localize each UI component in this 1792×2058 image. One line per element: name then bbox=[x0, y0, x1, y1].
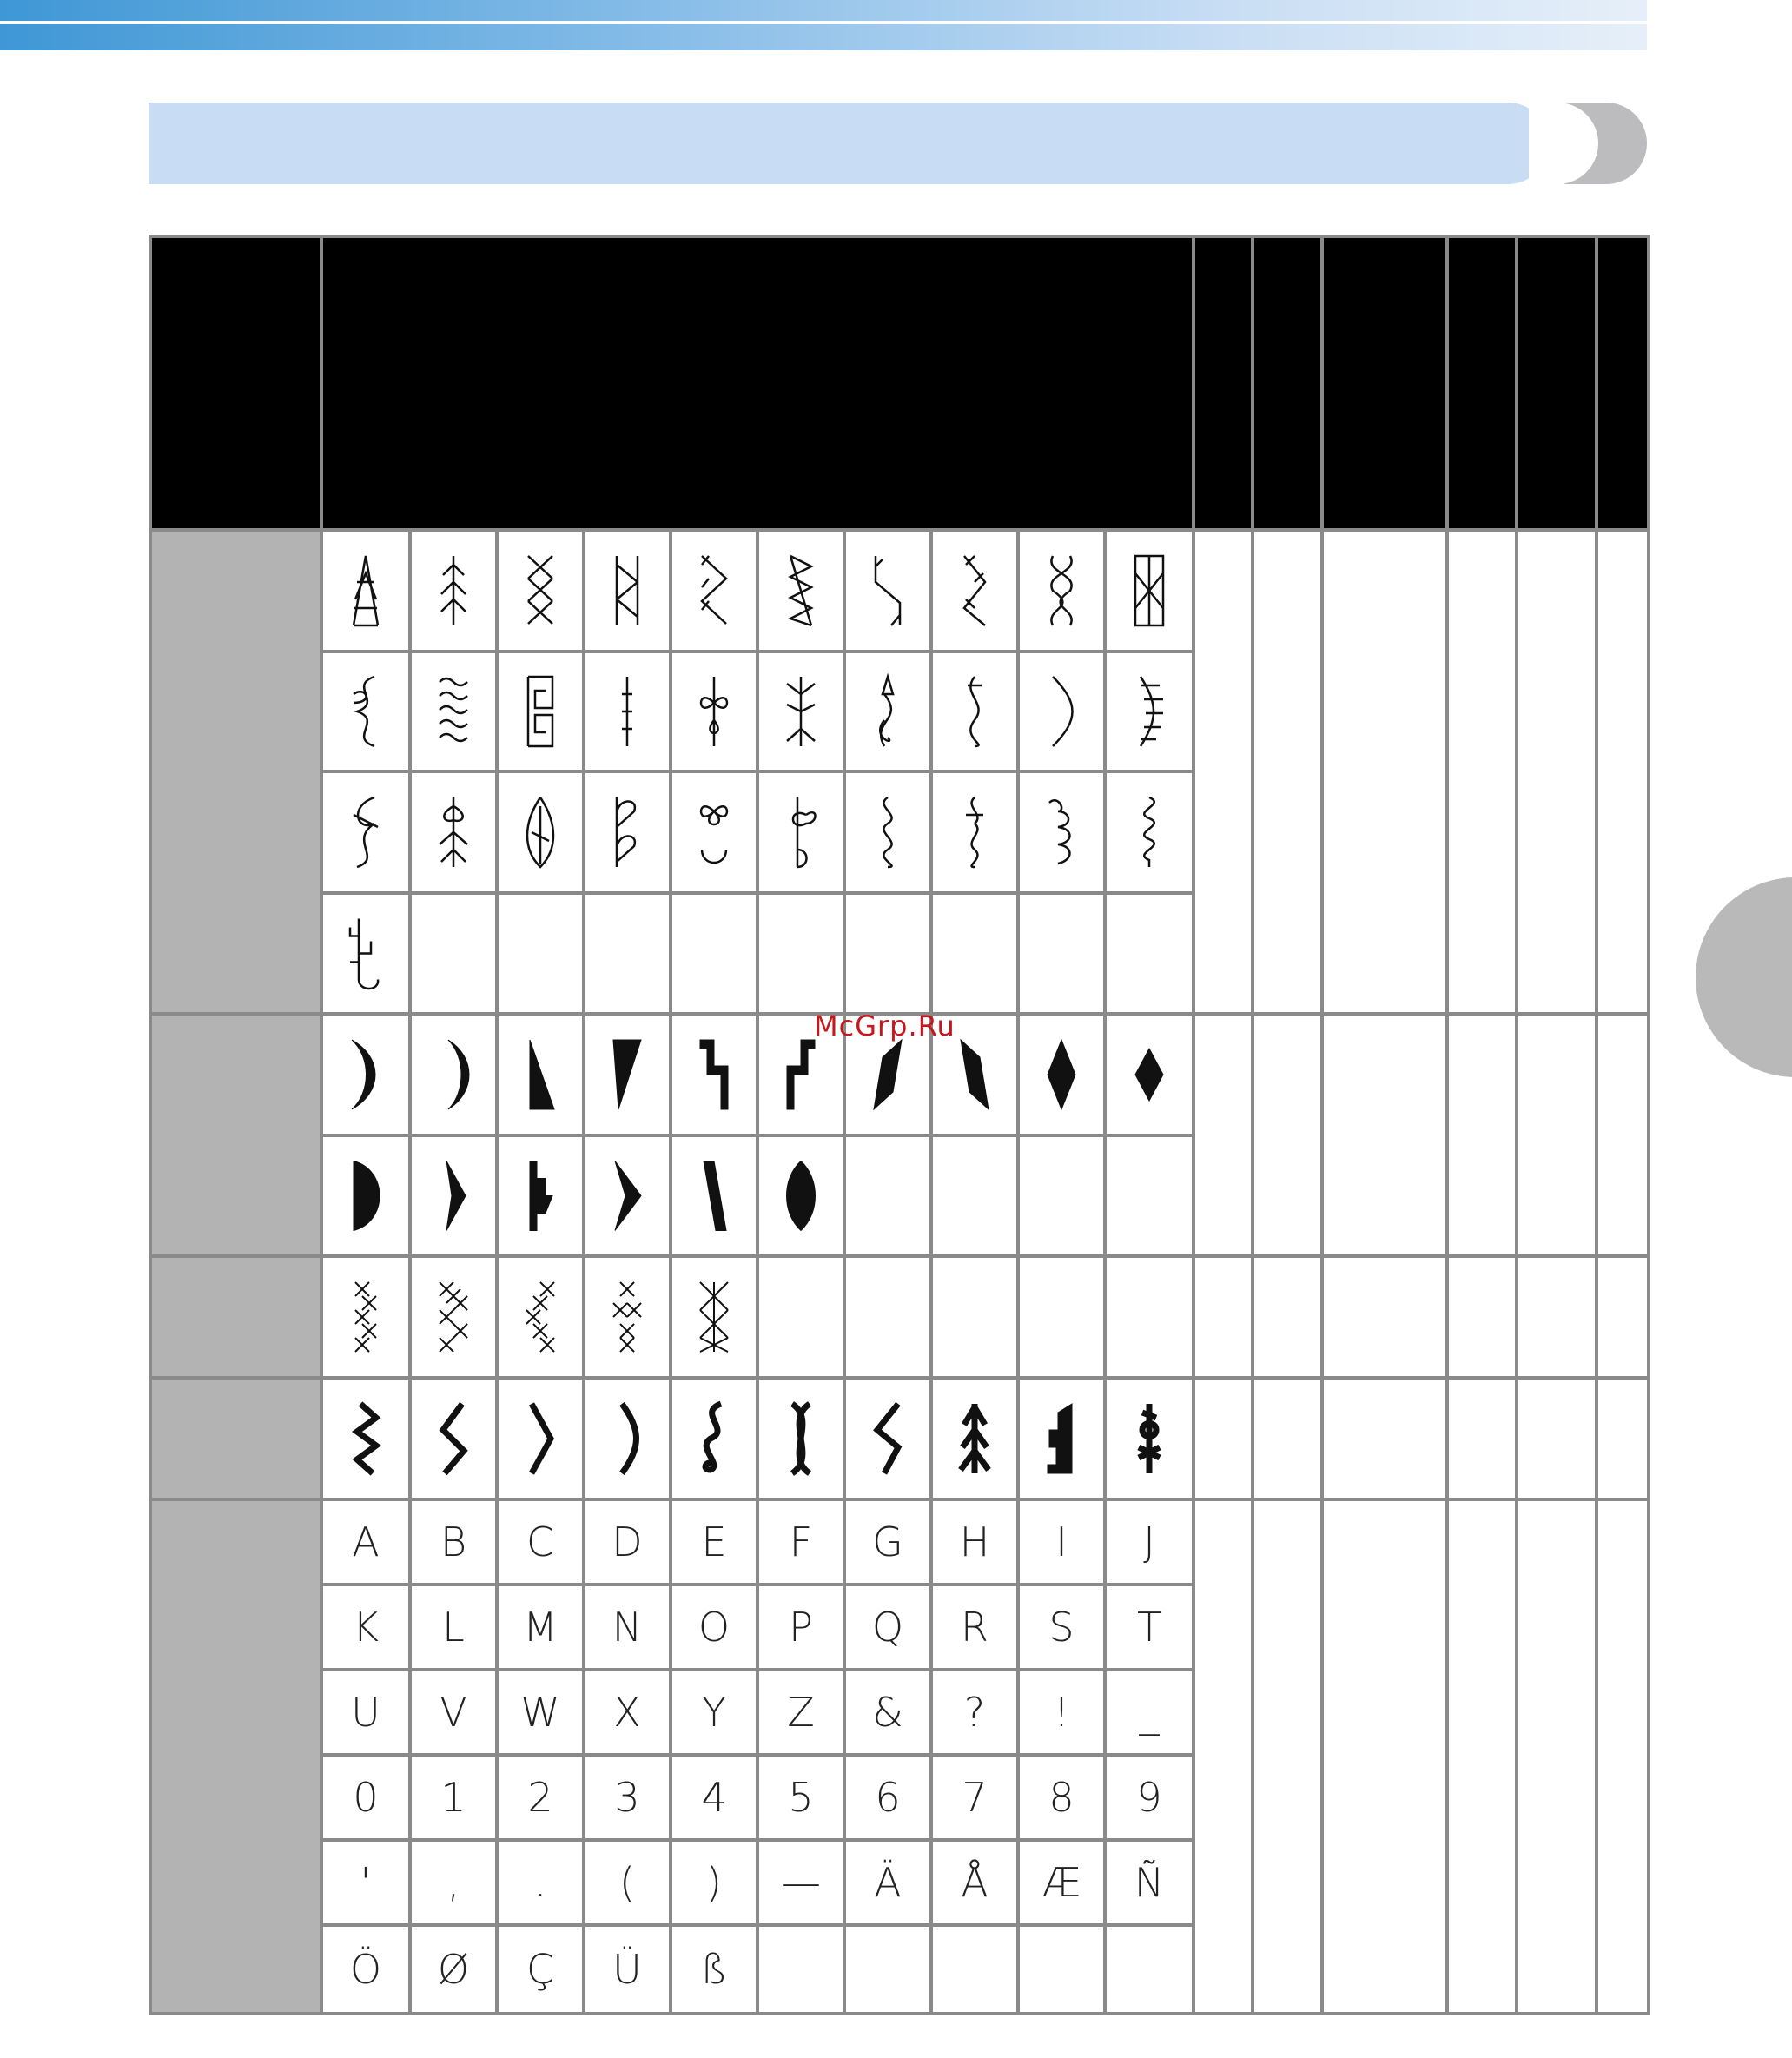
character-cell: N bbox=[612, 1604, 643, 1651]
character-cell: C bbox=[526, 1519, 555, 1565]
character-cell: 9 bbox=[1136, 1774, 1162, 1821]
character-cell: K bbox=[352, 1604, 380, 1651]
character-cell: 3 bbox=[614, 1774, 640, 1821]
character-cell: I bbox=[1055, 1519, 1068, 1565]
character-cell: Ç bbox=[526, 1946, 555, 1993]
character-cell: 8 bbox=[1048, 1774, 1075, 1821]
character-cell: T bbox=[1136, 1604, 1162, 1651]
character-cell: ? bbox=[963, 1689, 986, 1736]
character-cell: ! bbox=[1053, 1689, 1070, 1736]
character-cell: B bbox=[440, 1519, 467, 1565]
character-cell: R bbox=[961, 1604, 989, 1651]
character-cell: 1 bbox=[440, 1774, 466, 1821]
character-cell: — bbox=[781, 1859, 821, 1906]
character-cell: V bbox=[440, 1689, 467, 1736]
character-cell: H bbox=[959, 1519, 990, 1565]
character-cell: 6 bbox=[875, 1774, 901, 1821]
character-cell: X bbox=[613, 1689, 641, 1736]
character-cell: 2 bbox=[527, 1774, 553, 1821]
character-cell: 7 bbox=[962, 1774, 988, 1821]
character-cell: Ø bbox=[437, 1946, 470, 1993]
character-cell: Æ bbox=[1041, 1859, 1081, 1906]
character-cell: ' bbox=[360, 1859, 372, 1906]
character-cell: A bbox=[352, 1519, 380, 1565]
character-cell: 4 bbox=[701, 1774, 727, 1821]
character-cell: D bbox=[612, 1519, 643, 1565]
character-cell: Y bbox=[701, 1689, 727, 1736]
character-cell: _ bbox=[1139, 1689, 1160, 1736]
character-cell: G bbox=[872, 1519, 903, 1565]
character-cell: ( bbox=[619, 1859, 635, 1906]
character-cell: E bbox=[701, 1519, 727, 1565]
character-cell: F bbox=[789, 1519, 813, 1565]
character-cell: & bbox=[872, 1689, 903, 1736]
table-header bbox=[150, 236, 1649, 530]
character-cell: P bbox=[789, 1604, 813, 1651]
character-cell: Ä bbox=[874, 1859, 902, 1906]
character-cell: J bbox=[1143, 1519, 1155, 1565]
character-cell: ) bbox=[706, 1859, 722, 1906]
character-cell: . bbox=[533, 1859, 547, 1906]
character-cell: Å bbox=[961, 1859, 989, 1906]
character-cell: Ü bbox=[612, 1946, 642, 1993]
character-cell: M bbox=[523, 1604, 558, 1651]
character-cell: W bbox=[520, 1689, 560, 1736]
character-cell: Q bbox=[871, 1604, 904, 1651]
character-cell: , bbox=[446, 1859, 460, 1906]
character-cell: L bbox=[442, 1604, 465, 1651]
character-cell: S bbox=[1048, 1604, 1075, 1651]
character-cell: Ö bbox=[349, 1946, 382, 1993]
character-cell: ß bbox=[700, 1946, 728, 1993]
character-cell: Ñ bbox=[1134, 1859, 1165, 1906]
character-cell: U bbox=[351, 1689, 380, 1736]
character-cell: O bbox=[698, 1604, 731, 1651]
character-cell: 5 bbox=[788, 1774, 814, 1821]
category-column bbox=[150, 530, 321, 2014]
watermark: McGrp.Ru bbox=[814, 1009, 956, 1042]
character-cell: Z bbox=[787, 1689, 815, 1736]
character-cell: 0 bbox=[353, 1774, 379, 1821]
